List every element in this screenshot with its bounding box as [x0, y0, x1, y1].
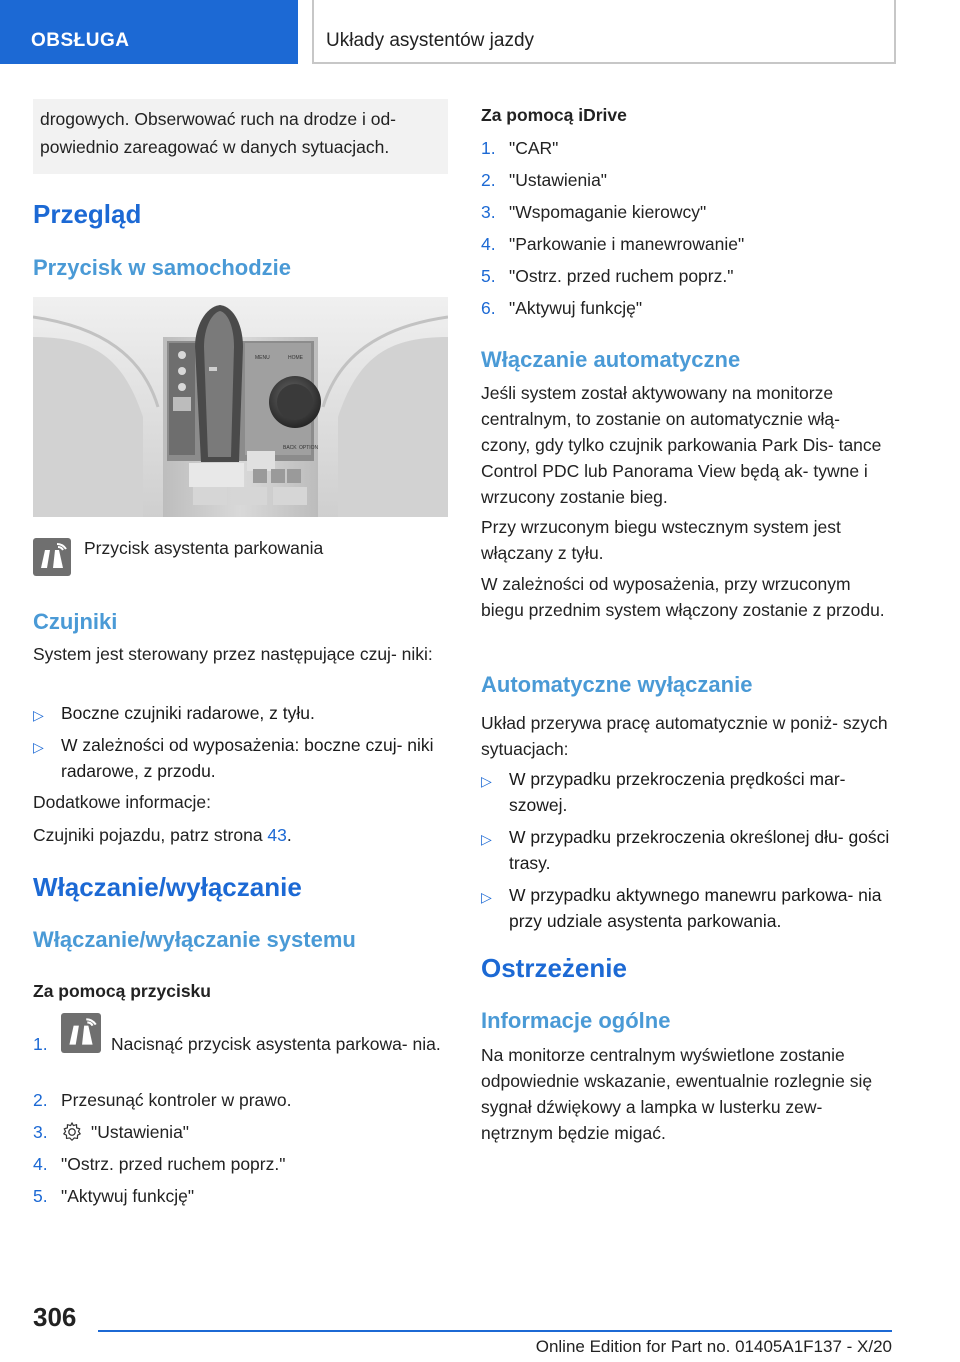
list-item: 3. "Ustawienia" [33, 1119, 448, 1151]
list-item: 5. "Aktywuj funkcję" [33, 1186, 195, 1206]
page-number: 306 [33, 1302, 77, 1332]
heading-button-in-car: Przycisk w samochodzie [33, 255, 291, 280]
gear-icon [61, 1121, 83, 1148]
header-chapter-label: Układy asystentów jazdy [326, 30, 535, 51]
general-info-paragraph: Na monitorze centralnym wyświetlone zostanie odpowiednie wskazanie, ewentualnie rozlegnie się sygnał dźwiękowy a lampka w lusterku zew- nętrznym będzie migać. [481, 1045, 873, 1143]
list-item: ▷ W przypadku przekroczenia prędkości mar- szowej. [481, 769, 846, 815]
auto-off-list [481, 766, 891, 940]
header-section-tab [0, 0, 298, 64]
heading-on-off: Włączanie/wyłączanie [33, 872, 302, 902]
footer-divider [98, 1330, 892, 1332]
sensors-reference: Czujniki pojazdu, patrz strona 43. [33, 825, 292, 845]
heading-sensors: Czujniki [33, 609, 118, 634]
heading-overview: Przegląd [33, 199, 142, 229]
list-item: 4. "Ostrz. przed ruchem poprz." [33, 1154, 286, 1174]
triangle-bullet-icon: ▷ [33, 739, 44, 755]
photo-label-option: OPTION [299, 445, 319, 451]
list-item: 2. Przesunąć kontroler w prawo. [33, 1090, 292, 1110]
list-item: ▷ W przypadku aktywnego manewru parkowa- nia przy udziale asystenta parkowania. [481, 885, 882, 931]
idrive-steps-list [481, 135, 891, 327]
auto-on-paragraph-3: W zależności od wyposażenia, przy wrzuconym biegu przednim system włączony zostanie z przodu. [481, 574, 885, 620]
auto-on-paragraph-2: Przy wrzuconym biegu wstecznym system jest włączany z tyłu. [481, 517, 841, 563]
parking-assist-caption-row [33, 538, 71, 576]
center-console-photo [33, 297, 448, 517]
list-item: 5. "Ostrz. przed ruchem poprz." [481, 266, 734, 286]
photo-label-back: BACK [283, 445, 297, 451]
list-item: 1. Nacisnąć przycisk asystenta parkowa- nia. [33, 1013, 448, 1073]
list-item: 6. "Aktywuj funkcję" [481, 298, 643, 318]
parking-assist-caption: Przycisk asystenta parkowania [84, 538, 324, 558]
photo-label-home: HOME [288, 355, 303, 361]
list-item: ▷ Boczne czujniki radarowe, z tyłu. [33, 700, 443, 726]
triangle-bullet-icon: ▷ [33, 707, 44, 723]
heading-on-off-system: Włączanie/wyłączanie systemu [33, 927, 356, 952]
edition-note: Online Edition for Part no. 01405A1F137 - X/20 [535, 1337, 892, 1356]
list-item: 3. "Wspomaganie kierowcy" [481, 202, 707, 222]
button-steps-list [33, 1013, 448, 1215]
header-chapter-box [312, 0, 896, 64]
heading-auto-off: Automatyczne wyłączanie [481, 672, 753, 697]
via-button-heading: Za pomocą przycisku [33, 981, 211, 1001]
center-console-illustration [33, 297, 448, 517]
sensors-list [33, 700, 443, 790]
note-box [33, 99, 448, 174]
auto-on-paragraph-1: Jeśli system został aktywowany na monitorze centralnym, to zostanie on automatycznie włą- czony, gdy tylko czujnik parkowania Park Dis- tance Control PDC lub Panorama View będą ak- tywne i wrzucony zostanie bieg. [481, 383, 882, 507]
page-link-43[interactable]: 43 [267, 825, 287, 845]
note-text: drogowych. Obserwować ruch na drodze i od- powiednio zareagować w danych sytuacjach. [40, 109, 397, 157]
sensors-intro: System jest sterowany przez następujące czuj- niki: [33, 644, 433, 664]
header-section-label: OBSŁUGA [31, 30, 130, 51]
photo-label-menu: MENU [255, 355, 270, 361]
list-item: 2. "Ustawienia" [481, 170, 608, 190]
via-idrive-heading: Za pomocą iDrive [481, 105, 627, 125]
list-item: 4. "Parkowanie i manewrowanie" [481, 234, 745, 254]
heading-general-info: Informacje ogólne [481, 1008, 671, 1033]
list-item: ▷ W zależności od wyposażenia: boczne czuj- niki radarowe, z przodu. [33, 735, 434, 781]
parking-assist-icon [33, 538, 71, 576]
list-item: 1. "CAR" [481, 138, 559, 158]
heading-auto-on: Włączanie automatyczne [481, 347, 741, 372]
extra-info-label: Dodatkowe informacje: [33, 792, 211, 812]
triangle-bullet-icon: ▷ [481, 831, 492, 847]
triangle-bullet-icon: ▷ [481, 889, 492, 905]
heading-warning: Ostrzeżenie [481, 953, 627, 983]
triangle-bullet-icon: ▷ [481, 773, 492, 789]
auto-off-intro: Układ przerywa pracę automatycznie w poniż- szych sytuacjach: [481, 713, 888, 759]
list-item: ▷ W przypadku przekroczenia określonej dłu- gości trasy. [481, 827, 890, 873]
